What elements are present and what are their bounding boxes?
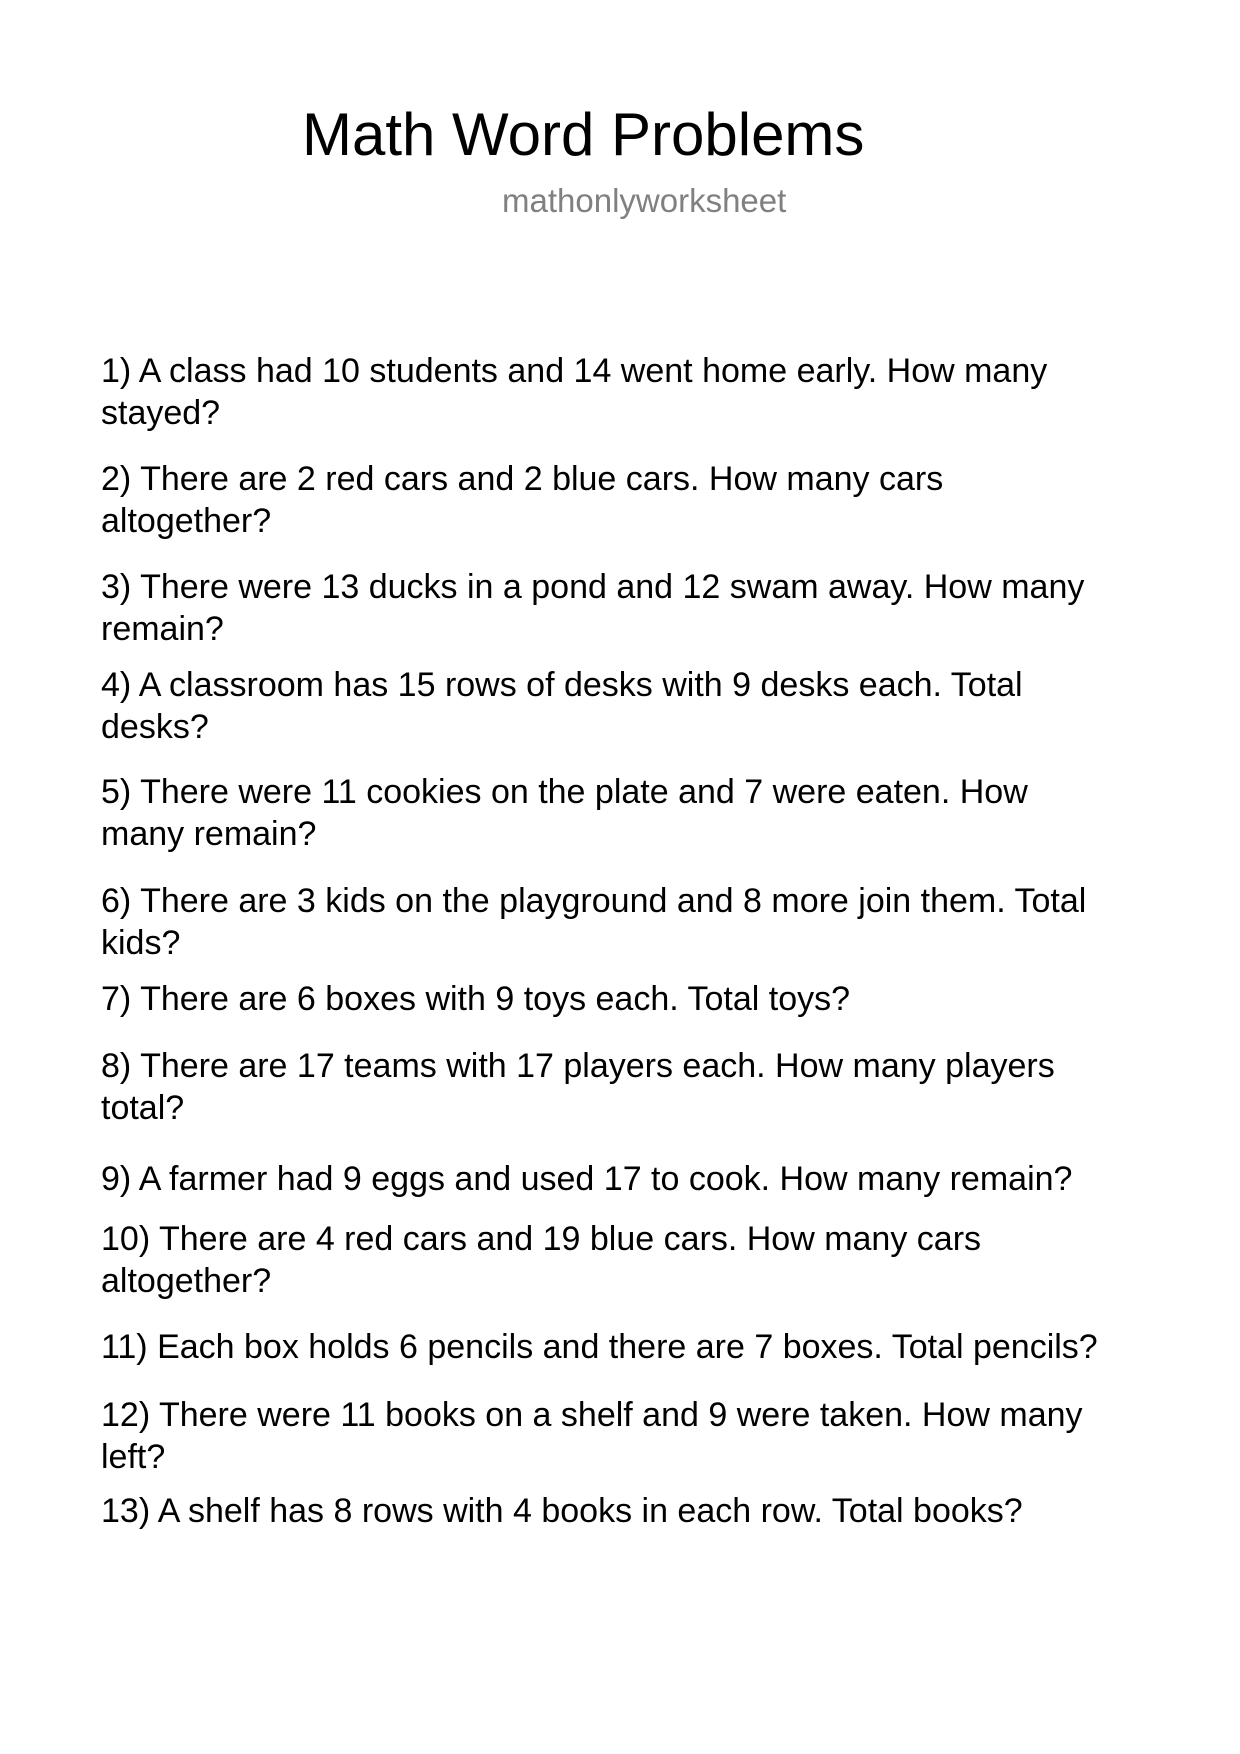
- problem-line: many remain?: [101, 815, 317, 853]
- problem-line: 6) There are 3 kids on the playground and 8 more join them. Total: [101, 882, 1087, 920]
- problem-7: [101, 978, 1141, 1020]
- problem-line: remain?: [101, 610, 224, 648]
- problem-4: [101, 664, 1141, 748]
- problem-10: [101, 1218, 1141, 1302]
- problem-line: altogether?: [101, 1262, 272, 1300]
- problem-line: 7) There are 6 boxes with 9 toys each. Total toys?: [101, 980, 851, 1018]
- page-title: Math Word Problems: [302, 101, 865, 168]
- problem-line: 1) A class had 10 students and 14 went home early. How many: [101, 352, 1048, 390]
- problem-3: [101, 566, 1141, 650]
- problem-line: 8) There are 17 teams with 17 players each. How many players: [101, 1047, 1055, 1085]
- problem-line: total?: [101, 1089, 185, 1127]
- problem-line: 12) There were 11 books on a shelf and 9 were taken. How many: [101, 1396, 1083, 1434]
- problem-line: stayed?: [101, 394, 221, 432]
- problem-line: altogether?: [101, 502, 272, 540]
- problem-13: [101, 1490, 1141, 1532]
- problem-1: [101, 350, 1141, 434]
- problem-6: [101, 880, 1141, 964]
- problem-line: 10) There are 4 red cars and 19 blue cars. How many cars: [101, 1220, 982, 1258]
- problem-2: [101, 458, 1141, 542]
- problem-line: 13) A shelf has 8 rows with 4 books in each row. Total books?: [101, 1492, 1023, 1530]
- problem-11: [101, 1326, 1141, 1368]
- problem-line: 5) There were 11 cookies on the plate and 7 were eaten. How: [101, 773, 1028, 811]
- problem-line: 9) A farmer had 9 eggs and used 17 to cook. How many remain?: [101, 1160, 1073, 1198]
- problem-line: desks?: [101, 708, 209, 746]
- problem-line: 4) A classroom has 15 rows of desks with 9 desks each. Total: [101, 666, 1023, 704]
- problem-5: [101, 771, 1141, 855]
- page-subtitle: mathonlyworksheet: [502, 182, 787, 219]
- problem-12: [101, 1394, 1141, 1478]
- problem-line: left?: [101, 1438, 166, 1476]
- problem-line: 11) Each box holds 6 pencils and there are 7 boxes. Total pencils?: [101, 1328, 1098, 1366]
- problem-line: kids?: [101, 924, 181, 962]
- problem-line: 3) There were 13 ducks in a pond and 12 swam away. How many: [101, 568, 1085, 606]
- problem-9: [101, 1158, 1141, 1200]
- problem-line: 2) There are 2 red cars and 2 blue cars. How many cars: [101, 460, 944, 498]
- problem-8: [101, 1045, 1141, 1129]
